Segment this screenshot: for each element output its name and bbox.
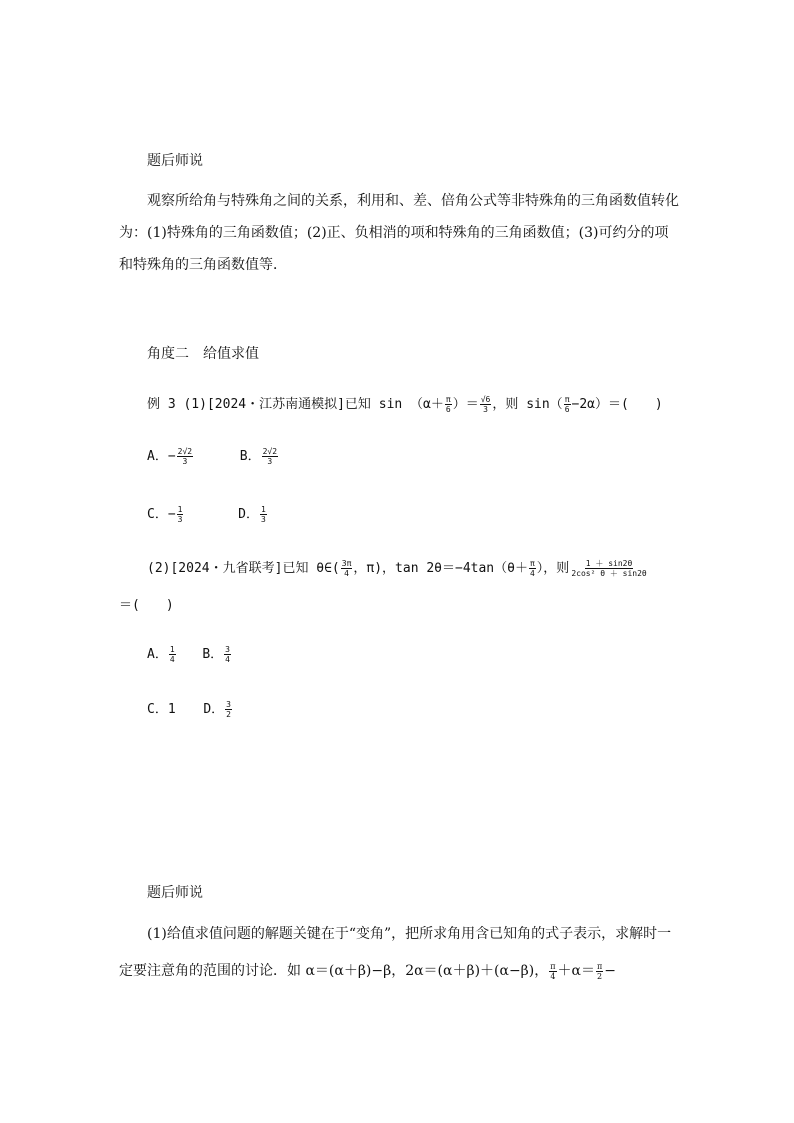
option-c[interactable]: C．1	[147, 702, 176, 717]
option-d[interactable]: D． $\frac{3}{2}$	[203, 700, 231, 719]
paragraph-2-line-1: (1)给值求值问题的解题关键在于“变角”，把所求角用含已知角的式子表示，求解时一	[147, 926, 672, 942]
options-row-cd-1	[147, 503, 268, 524]
example3-question-2: (2)[2024・九省联考]已知 θ∈( $\frac{3\pi}{4}$ ，π)，tan 2θ＝−4tan（θ＋ $\frac{\pi}{4}$ ），则 $\frac{1 + \sin 2\theta}{\text{2cos² θ ＋ sin2θ}}$	[147, 559, 647, 578]
angle-heading: 角度二 给值求值	[147, 346, 259, 362]
option-d[interactable]: D． $\frac{1}{3}$	[238, 505, 266, 524]
option-a[interactable]: A． $\frac{1}{4}$	[147, 645, 175, 664]
paragraph-line-2: 为：(1)特殊角的三角函数值；(2)正、负相消的项和特殊角的三角函数值；(3)可约分的项	[119, 225, 669, 241]
paragraph-2-line-2: 定要注意角的范围的讨论．如 α＝(α＋β)−β，2α＝(α＋β)＋(α−β)， $\frac{\pi}{4}$ ＋α＝ $\frac{\pi}{2}$ −	[119, 961, 616, 981]
example3-question-1: 例 3 (1)[2024・江苏南通模拟]已知 sin （α＋ $\frac{\pi}{6}$ ）＝ $\frac{√6}{3}$ ，则 sin（ $\frac{\pi}{6}$ −2α）＝( )	[147, 395, 663, 414]
option-b[interactable]: B． $\frac{3}{4}$	[202, 645, 230, 664]
options-row-ab-1	[147, 445, 279, 466]
section-heading-1: 题后师说	[147, 153, 203, 169]
paragraph-line-1: 观察所给角与特殊角之间的关系，利用和、差、倍角公式等非特殊角的三角函数值转化	[147, 193, 679, 209]
options-row-cd-2	[147, 698, 233, 719]
fraction: $\frac{√6}{3}$	[480, 395, 491, 414]
option-a[interactable]: A．− $\frac{2√2}{3}$	[147, 447, 193, 466]
option-b[interactable]: B． $\frac{2√2}{3}$	[239, 447, 278, 466]
fraction: $\frac{\pi}{6}$	[564, 395, 570, 414]
options-row-ab-2	[147, 643, 232, 664]
option-c[interactable]: C．− $\frac{1}{3}$	[147, 505, 183, 524]
fraction: $\frac{\pi}{6}$	[445, 395, 451, 414]
section-heading-2: 题后师说	[147, 885, 203, 901]
paragraph-line-3: 和特殊角的三角函数值等．	[119, 257, 287, 273]
question-2-line-2: ＝( )	[119, 598, 174, 613]
question-text: 例 3 (1)[2024・江苏南通模拟]已知 sin （α＋	[147, 397, 444, 412]
